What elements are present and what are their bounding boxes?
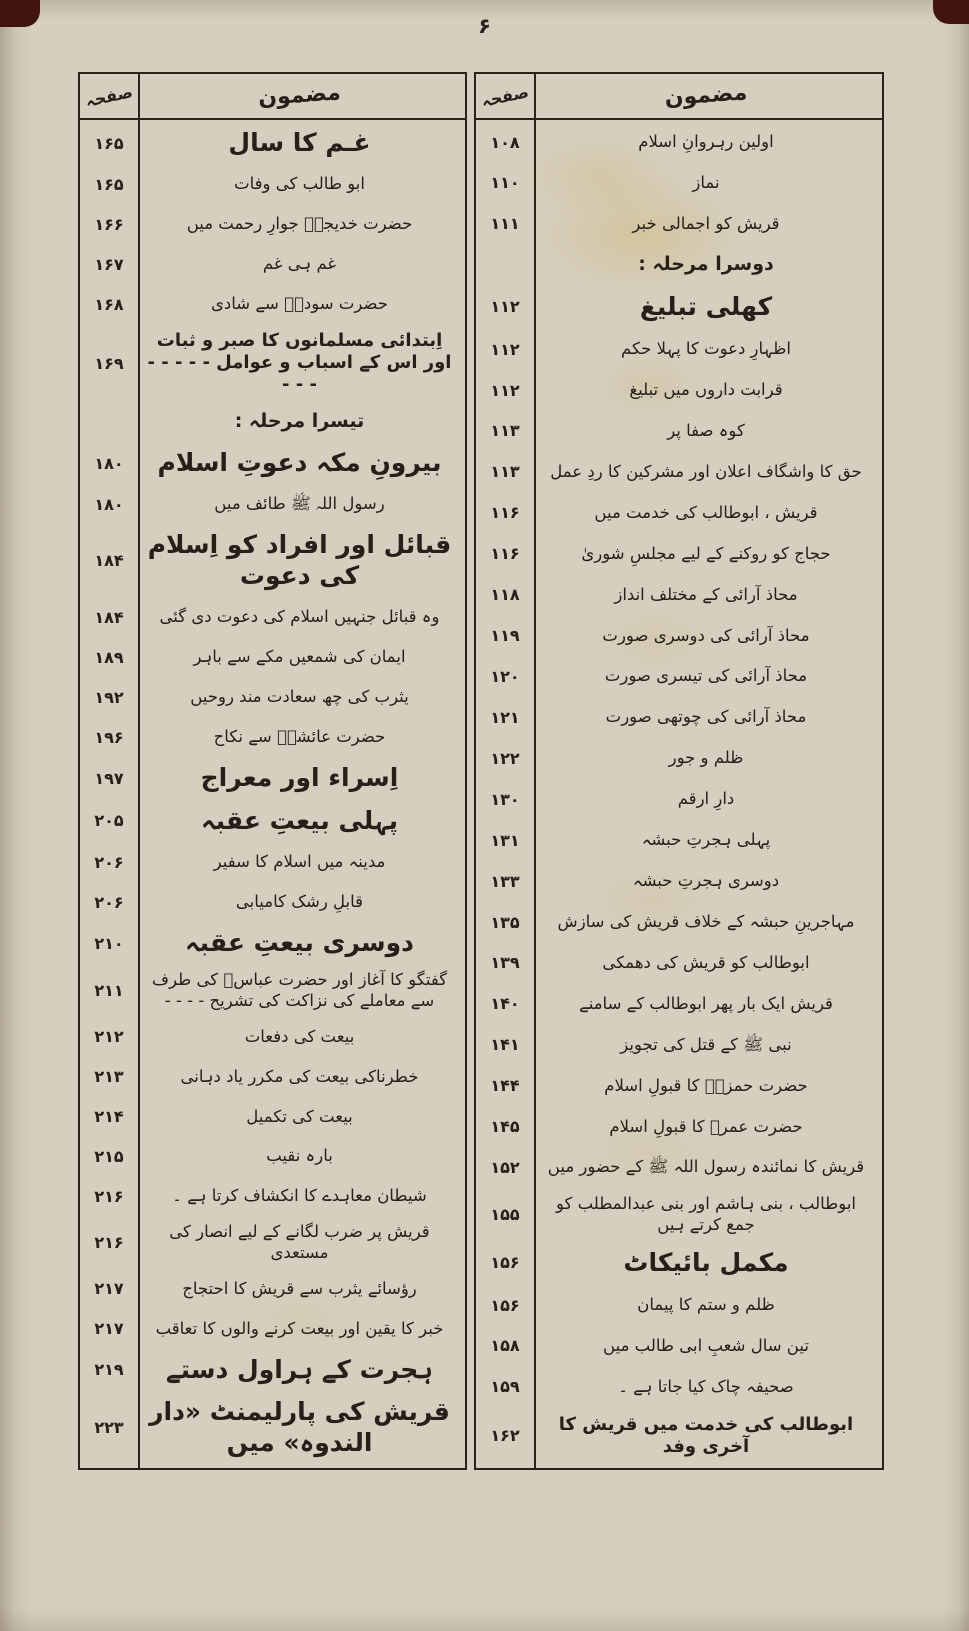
topic-title: ابوطالب کو قریش کی دھمکی bbox=[602, 952, 810, 972]
toc-row bbox=[476, 990, 882, 1018]
topic-column-label: مضمون bbox=[257, 79, 342, 111]
topic-title: قبائل اور افراد کو اِسلام کی دعوت bbox=[147, 530, 452, 590]
topic-title: اِبتدائی مسلمانوں کا صبر و ثبات اور اس کے اسباب و عوامل - - - - - - - - bbox=[147, 330, 452, 396]
page-number: ۱۲۱ bbox=[490, 707, 520, 727]
topic-title: قریش پر ضرب لگانے کے لیے انصار کی مستعدی bbox=[169, 1222, 430, 1262]
topic-title: شیطان معاہدے کا انکشاف کرتا ہے ۔ bbox=[172, 1186, 427, 1206]
table-of-contents bbox=[78, 72, 884, 1470]
toc-row bbox=[80, 128, 465, 159]
page-number: ۲۱۵ bbox=[94, 1147, 124, 1167]
toc-row bbox=[80, 1275, 465, 1303]
topic-title: خطرناکی بیعت کی مکرر یاد دہانی bbox=[180, 1066, 419, 1086]
page-number: ۱۶۷ bbox=[94, 254, 124, 274]
topic-title: غم ہی غم bbox=[262, 254, 337, 274]
page-number: ۲۱۲ bbox=[94, 1027, 124, 1047]
toc-row bbox=[476, 540, 882, 568]
page-number: ۲۱۳ bbox=[94, 1067, 124, 1087]
topic-title: دوسری ہجرتِ حبشہ bbox=[632, 871, 780, 891]
topic-title: تیسرا مرحلہ : bbox=[234, 410, 365, 433]
topic-title: حضرت عائشہؓ سے نکاح bbox=[213, 727, 386, 747]
toc-row bbox=[80, 1103, 465, 1131]
topic-title: ابو طالب کی وفات bbox=[234, 174, 365, 194]
topic-title: نماز bbox=[692, 172, 720, 192]
topic-title: رسول اللہ ﷺ طائف میں bbox=[214, 494, 385, 514]
topic-title: ظلم و جور bbox=[668, 748, 744, 768]
page-number: ۱۶۲ bbox=[490, 1426, 520, 1446]
toc-row bbox=[80, 888, 465, 916]
page-number: ۱۴۵ bbox=[490, 1117, 520, 1137]
page-number: ۱۲۲ bbox=[490, 748, 520, 768]
page-number: ۲۱۰ bbox=[94, 933, 124, 953]
page-number: ۱۱۰ bbox=[490, 173, 520, 193]
page-number: ۱۸۴ bbox=[94, 551, 124, 571]
toc-row bbox=[80, 928, 465, 959]
topic-title: ظلم و ستم کا پیمان bbox=[637, 1295, 775, 1314]
page-number: ۱۹۶ bbox=[94, 727, 124, 747]
toc-row bbox=[476, 581, 882, 609]
page-number: ۱۲۰ bbox=[490, 666, 520, 686]
topic-title: ابوطالب کی خدمت میں قریش کا آخری وفد bbox=[558, 1413, 854, 1457]
topic-column-label: مضمون bbox=[663, 79, 749, 111]
toc-rows-left bbox=[80, 120, 465, 1468]
topic-title: دوسرا مرحلہ : bbox=[638, 253, 774, 276]
page-number: ۱۱۹ bbox=[490, 626, 520, 646]
topic-title: نبی ﷺ کے قتل کی تجویز bbox=[620, 1034, 792, 1054]
toc-row bbox=[80, 1355, 465, 1386]
topic-title: خبر کا یقین اور بیعت کرنے والوں کا تعاقب bbox=[155, 1318, 444, 1338]
topic-title: بارہ نقیب bbox=[266, 1146, 333, 1166]
page-number: ۱۸۰ bbox=[94, 453, 124, 473]
toc-row bbox=[476, 1072, 882, 1100]
topic-title: اظہارِ دعوت کا پہلا حکم bbox=[621, 339, 791, 359]
page-number: ۱۹۷ bbox=[94, 768, 124, 788]
toc-row bbox=[80, 723, 465, 751]
page-number: ۱۳۹ bbox=[490, 953, 520, 973]
page-number: ۲۱۱ bbox=[94, 981, 124, 1001]
topic-title: قرابت داروں میں تبلیغ bbox=[629, 379, 783, 399]
toc-row bbox=[80, 448, 465, 479]
toc-row bbox=[476, 1332, 882, 1360]
topic-title: مہاجرینِ حبشہ کے خلاف قریش کی سازش bbox=[557, 911, 855, 931]
toc-row bbox=[80, 683, 465, 711]
toc-row bbox=[476, 622, 882, 650]
toc-row bbox=[476, 417, 882, 445]
toc-row bbox=[476, 458, 882, 486]
topic-title: محاذ آرائی کی تیسری صورت bbox=[604, 666, 808, 686]
page-number: ۲۱۹ bbox=[94, 1360, 124, 1380]
toc-row bbox=[80, 250, 465, 278]
toc-row bbox=[476, 335, 882, 363]
page-number: ۲۱۴ bbox=[94, 1107, 124, 1127]
topic-title: قابلِ رشک کامیابی bbox=[235, 892, 364, 911]
page-number: ۱۳۵ bbox=[490, 912, 520, 932]
topic-title: دارِ ارقم bbox=[677, 789, 735, 809]
page-number: ۱۴۱ bbox=[490, 1035, 520, 1055]
page-number: ۱۱۶ bbox=[490, 544, 520, 564]
page-number: ۱۱۲ bbox=[490, 339, 520, 359]
topic-title: بیعت کی دفعات bbox=[244, 1026, 355, 1046]
topic-title: اولین رہروانِ اسلام bbox=[638, 131, 774, 151]
toc-row bbox=[80, 643, 465, 671]
toc-row bbox=[80, 290, 465, 318]
toc-row bbox=[476, 210, 882, 238]
toc-row bbox=[476, 1031, 882, 1059]
page-number: ۲۲۳ bbox=[94, 1418, 124, 1437]
page-number: ۱۶۹ bbox=[94, 353, 124, 373]
page-number: ۱۵۶ bbox=[490, 1295, 520, 1315]
topic-title: حجاج کو روکنے کے لیے مجلسِ شوریٰ bbox=[581, 543, 831, 563]
toc-row bbox=[80, 1315, 465, 1343]
topic-title: قریش ایک بار پھر ابوطالب کے سامنے bbox=[579, 993, 833, 1013]
toc-row bbox=[476, 949, 882, 977]
toc-row bbox=[80, 848, 465, 876]
topic-title: حضرت عمرؓ کا قبولِ اسلام bbox=[609, 1116, 803, 1136]
topic-title: یثرب کی چھ سعادت مند روحیں bbox=[190, 687, 409, 707]
toc-row bbox=[80, 1182, 465, 1210]
toc-row bbox=[80, 490, 465, 518]
topic-title: رؤسائے یثرب سے قریش کا احتجاج bbox=[182, 1278, 417, 1298]
topic-title: محاذ آرائی کی دوسری صورت bbox=[602, 625, 810, 645]
toc-row bbox=[476, 251, 882, 279]
page-number: ۲۱۶ bbox=[94, 1233, 124, 1253]
toc-column-right bbox=[474, 72, 884, 1470]
toc-row bbox=[476, 744, 882, 772]
page-number: ۱۱۲ bbox=[490, 297, 520, 317]
page-number: ۱۵۶ bbox=[490, 1253, 520, 1273]
page-number: ۱۸۹ bbox=[94, 647, 124, 667]
topic-title: ہجرت کے ہراول دستے bbox=[166, 1354, 433, 1384]
toc-row bbox=[476, 1248, 882, 1279]
column-header bbox=[476, 74, 882, 120]
topic-title: حضرت سودہؓ سے شادی bbox=[211, 294, 388, 314]
toc-row bbox=[80, 1023, 465, 1051]
page-number: ۱۰۸ bbox=[490, 132, 520, 152]
topic-title: بیرونِ مکہ دعوتِ اسلام bbox=[157, 448, 442, 478]
toc-rows-right bbox=[476, 120, 882, 1468]
toc-row bbox=[80, 970, 465, 1010]
page-number: ۱۶۸ bbox=[94, 294, 124, 314]
page-number: ۱۱۱ bbox=[490, 214, 520, 234]
page-number: ۱۵۲ bbox=[490, 1158, 520, 1178]
toc-row bbox=[476, 1113, 882, 1141]
toc-row bbox=[80, 170, 465, 198]
toc-row bbox=[80, 1222, 465, 1262]
page-number: ۱۶۵ bbox=[94, 133, 124, 153]
toc-row bbox=[80, 330, 465, 396]
page-number: ۱۳۰ bbox=[490, 789, 520, 809]
toc-row bbox=[476, 1194, 882, 1234]
page-number: ۱۴۴ bbox=[490, 1076, 520, 1096]
page-number: ۱۹۲ bbox=[94, 687, 124, 707]
topic-title: قریش کا نمائندہ رسول اللہ ﷺ کے حضور میں bbox=[547, 1157, 865, 1177]
toc-row bbox=[80, 763, 465, 794]
page-number: ۱۳۱ bbox=[490, 830, 520, 850]
toc-row bbox=[476, 1291, 882, 1319]
topic-title: وہ قبائل جنہیں اسلام کی دعوت دی گئی bbox=[159, 607, 440, 627]
page-number: ۱۱۸ bbox=[490, 585, 520, 605]
page-number: ۱۸۴ bbox=[94, 607, 124, 627]
page-column-label: صفحہ bbox=[83, 81, 135, 111]
topic-title: غـم کا سال bbox=[228, 128, 371, 157]
page-number: ۱۴۰ bbox=[490, 994, 520, 1014]
page-number: ۱۱۲ bbox=[490, 380, 520, 400]
toc-row bbox=[476, 785, 882, 813]
toc-row bbox=[80, 1143, 465, 1171]
page-number: ۱۵۹ bbox=[490, 1377, 520, 1397]
page-number: ۱۳۳ bbox=[490, 871, 520, 891]
topic-title: صحیفہ چاک کیا جاتا ہے ۔ bbox=[618, 1376, 794, 1396]
topic-title: دوسری بیعتِ عقبہ bbox=[185, 928, 414, 958]
toc-row bbox=[476, 292, 882, 323]
topic-title: حضرت خدیجہؓ جوارِ رحمت میں bbox=[186, 214, 413, 234]
topic-title: اِسراء اور معراج bbox=[200, 763, 399, 793]
toc-column-left bbox=[78, 72, 467, 1470]
topic-title: کوہ صفا پر bbox=[667, 420, 745, 440]
toc-row bbox=[476, 128, 882, 156]
topic-title: پہلی ہجرتِ حبشہ bbox=[641, 830, 771, 850]
toc-row bbox=[80, 806, 465, 837]
toc-row bbox=[80, 603, 465, 631]
topic-title: تین سال شعبِ ابی طالب میں bbox=[603, 1335, 809, 1355]
page-number: ۲۱۷ bbox=[94, 1319, 124, 1339]
toc-row bbox=[476, 703, 882, 731]
topic-title: بیعت کی تکمیل bbox=[246, 1106, 353, 1126]
page-number: ۲۰۶ bbox=[94, 892, 124, 912]
page-number: ۱۵۵ bbox=[490, 1205, 520, 1225]
topic-title: محاذ آرائی کے مختلف انداز bbox=[614, 584, 798, 604]
topic-title: قریش ، ابوطالب کی خدمت میں bbox=[594, 502, 818, 522]
toc-row bbox=[476, 169, 882, 197]
toc-row bbox=[476, 826, 882, 854]
topic-title: گفتگو کا آغاز اور حضرت عباسؓ کی طرف سے معاملے کی نزاکت کی تشریح - - - - bbox=[151, 970, 448, 1010]
toc-row bbox=[80, 408, 465, 436]
page-column-label: صفحہ bbox=[479, 81, 531, 111]
page-number: ۱۱۳ bbox=[490, 462, 520, 482]
folio-page-number: ۶ bbox=[478, 14, 491, 38]
page-number: ۱۵۸ bbox=[490, 1336, 520, 1356]
topic-title: ابوطالب ، بنی ہاشم اور بنی عبدالمطلب کو جمع کرتے ہیں bbox=[555, 1194, 856, 1234]
toc-row bbox=[476, 1154, 882, 1182]
topic-title: محاذ آرائی کی چوتھی صورت bbox=[605, 707, 807, 727]
topic-title: کھلی تبلیغ bbox=[639, 291, 773, 321]
topic-title: قریش کی پارلیمنٹ «دار الندوہ» میں bbox=[149, 1397, 450, 1457]
column-header bbox=[80, 74, 465, 120]
toc-row bbox=[80, 1397, 465, 1458]
toc-row bbox=[476, 1414, 882, 1458]
page-number: ۲۱۷ bbox=[94, 1279, 124, 1299]
topic-title: حق کا واشگاف اعلان اور مشرکین کا ردِ عمل bbox=[550, 461, 862, 481]
toc-row bbox=[476, 1373, 882, 1401]
toc-row bbox=[476, 908, 882, 936]
topic-title: مکمل بائیکاٹ bbox=[623, 1247, 789, 1277]
page-number: ۱۶۶ bbox=[94, 214, 124, 234]
page-number: ۱۸۰ bbox=[94, 494, 124, 514]
topic-title: پہلی بیعتِ عقبہ bbox=[200, 805, 399, 835]
toc-row bbox=[476, 499, 882, 527]
toc-row bbox=[476, 867, 882, 895]
topic-title: قریش کو اجمالی خبر bbox=[632, 213, 780, 233]
topic-title: حضرت حمزہؓ کا قبولِ اسلام bbox=[604, 1075, 808, 1095]
topic-title: مدینہ میں اسلام کا سفیر bbox=[213, 852, 386, 872]
page-number: ۱۱۶ bbox=[490, 503, 520, 523]
toc-row bbox=[80, 530, 465, 591]
toc-row bbox=[476, 662, 882, 690]
toc-row bbox=[80, 210, 465, 238]
page-number: ۲۰۶ bbox=[94, 852, 124, 872]
page-number: ۲۰۵ bbox=[94, 811, 124, 831]
toc-row bbox=[476, 376, 882, 404]
toc-row bbox=[80, 1063, 465, 1091]
page-number: ۱۶۵ bbox=[94, 174, 124, 194]
page-number: ۲۱۶ bbox=[94, 1186, 124, 1206]
topic-title: ایمان کی شمعیں مکے سے باہر bbox=[193, 647, 406, 667]
page-number: ۱۱۳ bbox=[490, 421, 520, 441]
